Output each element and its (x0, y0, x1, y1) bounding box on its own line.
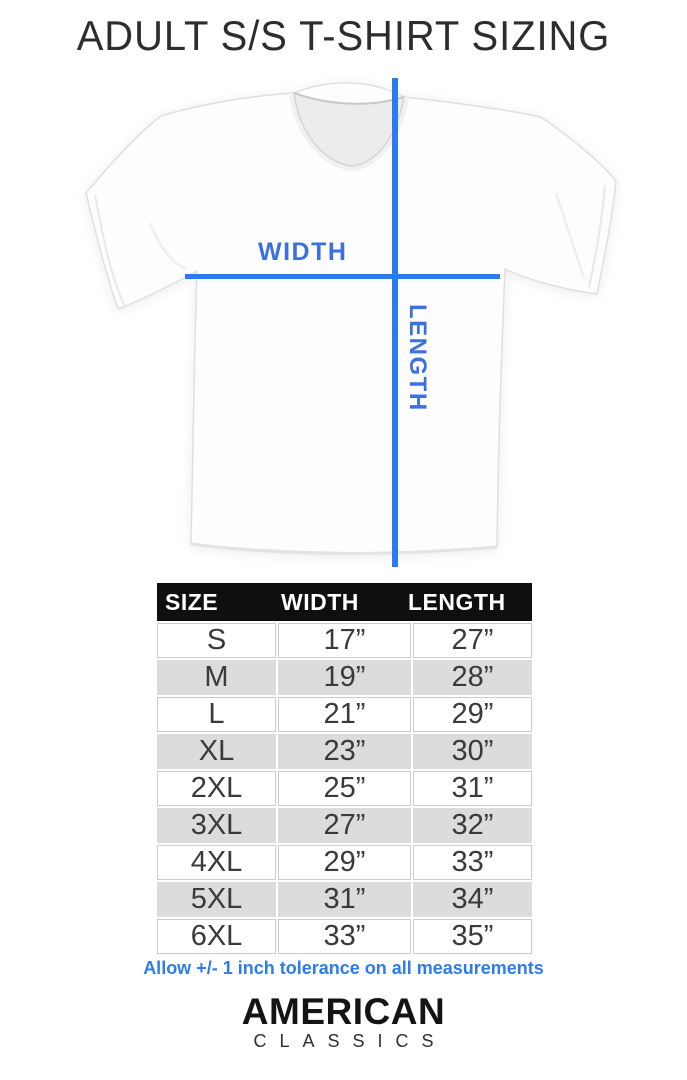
width-label: WIDTH (258, 238, 348, 266)
cell-width: 29” (278, 845, 411, 880)
header-size: SIZE (165, 588, 219, 615)
cell-length: 27” (413, 623, 532, 658)
cell-size: 2XL (157, 771, 276, 806)
cell-length: 29” (413, 697, 532, 732)
cell-length: 32” (413, 808, 532, 843)
cell-width: 31” (278, 882, 411, 917)
cell-width: 23” (278, 734, 411, 769)
cell-size: M (157, 660, 276, 695)
cell-length: 33” (413, 845, 532, 880)
table-row (157, 771, 532, 806)
cell-size: XL (157, 734, 276, 769)
page-title: ADULT S/S T-SHIRT SIZING (76, 12, 611, 59)
table-row (157, 660, 532, 695)
header-width: WIDTH (281, 588, 359, 615)
cell-size: 4XL (157, 845, 276, 880)
tshirt-image (0, 73, 687, 578)
cell-length: 28” (413, 660, 532, 695)
cell-width: 27” (278, 808, 411, 843)
size-table (157, 583, 532, 954)
header-length: LENGTH (408, 588, 506, 615)
cell-width: 33” (278, 919, 411, 954)
cell-length: 30” (413, 734, 532, 769)
cell-size: 5XL (157, 882, 276, 917)
size-table-body (157, 623, 532, 954)
width-measure-line (185, 274, 500, 279)
table-row (157, 808, 532, 843)
table-row (157, 845, 532, 880)
brand-logo-line2: CLASSICS (253, 1031, 447, 1051)
length-measure-line (392, 78, 398, 567)
table-row (157, 623, 532, 658)
cell-width: 21” (278, 697, 411, 732)
table-row (157, 919, 532, 954)
table-row (157, 882, 532, 917)
brand-logo-line1: AMERICAN (241, 991, 446, 1032)
cell-width: 19” (278, 660, 411, 695)
cell-length: 34” (413, 882, 532, 917)
table-row (157, 734, 532, 769)
brand-logo (0, 991, 687, 1052)
cell-width: 25” (278, 771, 411, 806)
tolerance-note: Allow +/- 1 inch tolerance on all measurements (143, 958, 544, 978)
length-label: LENGTH (404, 304, 431, 412)
cell-length: 35” (413, 919, 532, 954)
table-row (157, 697, 532, 732)
cell-width: 17” (278, 623, 411, 658)
tshirt-diagram (0, 73, 687, 578)
cell-size: S (157, 623, 276, 658)
size-table-header (157, 583, 532, 621)
cell-size: 3XL (157, 808, 276, 843)
cell-size: L (157, 697, 276, 732)
cell-size: 6XL (157, 919, 276, 954)
cell-length: 31” (413, 771, 532, 806)
